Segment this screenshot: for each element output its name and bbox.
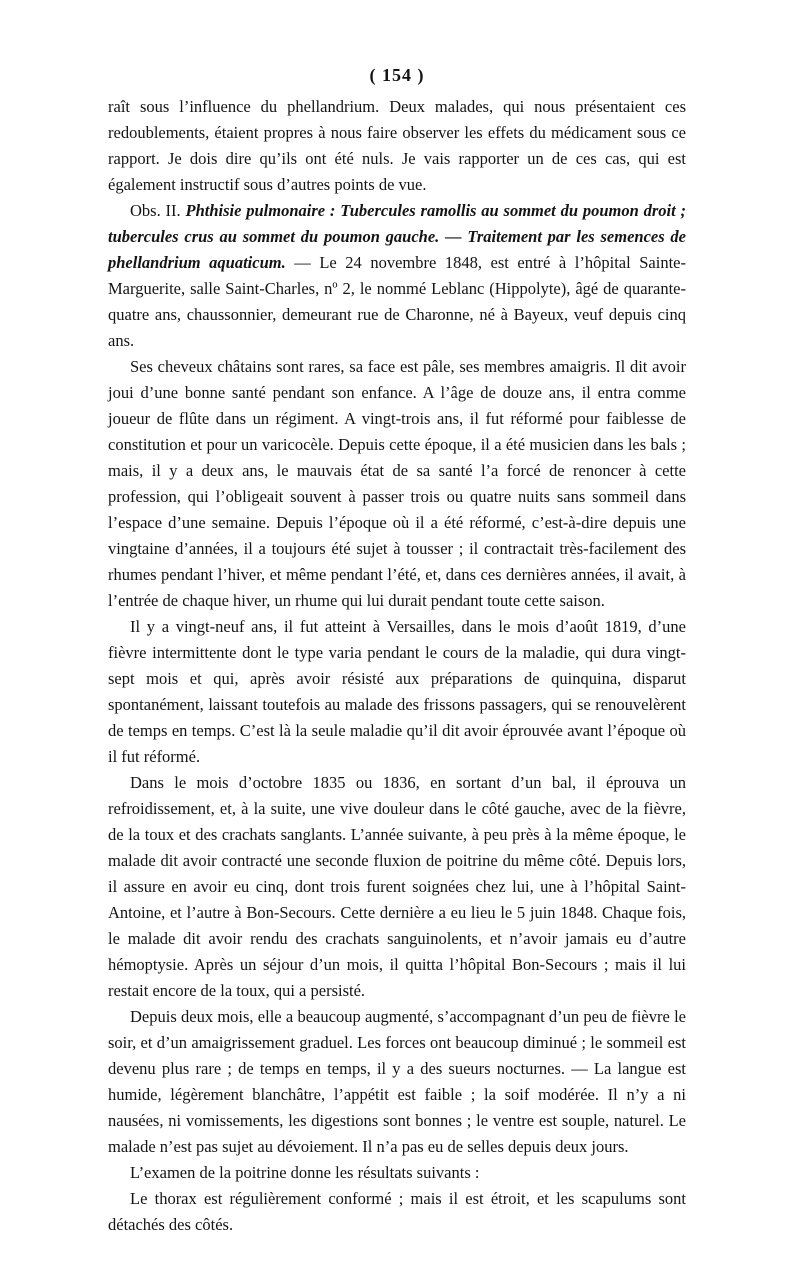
paragraph-exam-intro: L’examen de la poitrine donne les résultats suivants : [130, 1163, 480, 1182]
page-text [108, 62, 686, 1238]
paragraph-thorax: Le thorax est régulièrement conformé ; mais il est étroit, et les scapulums sont détachés des côtés. [108, 1189, 686, 1234]
observation-title: Phthisie pulmonaire : Tubercules ramollis au sommet du poumon droit ; tubercules crus au sommet du poumon gauche. — Traitement par les semences de phellandrium aquaticum. [108, 201, 687, 272]
paragraph-fever: Il y a vingt-neuf ans, il fut atteint à Versailles, dans le mois d’août 1819, d’une fièvre intermittente dont le type varia pendant le cours de la maladie, qui dura vingt-sept mois et qui, après avoir résisté aux préparations de quinquina, disparut spontanément, laissant toutefois au malade des frissons passagers, qui se renouvelèrent de temps en temps. C’est là la seule maladie qu’il dit avoir éprouvée avant l’époque où il fut réformé. [108, 617, 686, 766]
page-number: ( 154 ) [369, 65, 425, 85]
observation-paragraph [108, 198, 686, 354]
observation-text: — Le 24 novembre 1848, est entré à l’hôpital Sainte-Marguerite, salle Saint-Charles, nº 2, le nommé Leblanc (Hippolyte), âgé de quarante-quatre ans, chaussonnier, demeurant rue de Charonne, né à Bayeux, veuf depuis cinq ans. [108, 253, 686, 350]
paragraph-continuation: raît sous l’influence du phellandrium. Deux malades, qui nous présentaient ces redoublements, étaient propres à nous faire observer les effets du médicament sous ce rapport. Je dois dire qu’ils ont été nuls. Je vais rapporter un de ces cas, qui est également instructif sous d’autres points de vue. [108, 97, 686, 194]
paragraph-current-state: Depuis deux mois, elle a beaucoup augmenté, s’accompagnant d’un peu de fièvre le soir, et d’un amaigrissement graduel. Les forces ont beaucoup diminué ; le sommeil est devenu plus rare ; de temps en temps, il y a des sueurs nocturnes. — La langue est humide, légèrement blanchâtre, l’appétit est faible ; la soif modérée. Il n’y a ni nausées, ni vomissements, les digestions sont bonnes ; le ventre est souple, naturel. Le malade n’est pas sujet au dévoiement. Il n’a pas eu de selles depuis deux jours. [108, 1007, 686, 1156]
paragraph-chest-illness: Dans le mois d’octobre 1835 ou 1836, en sortant d’un bal, il éprouva un refroidissement, et, à la suite, une vive douleur dans le côté gauche, avec de la fièvre, de la toux et des crachats sanglants. L’année suivante, à peu près à la même époque, le malade dit avoir contracté une seconde fluxion de poitrine du même côté. Depuis lors, il assure en avoir eu cinq, dont trois furent soignées chez lui, une à l’hôpital Saint-Antoine, et l’autre à Bon-Secours. Cette dernière a eu lieu le 5 juin 1848. Chaque fois, le malade dit avoir rendu des crachats sanguinolents, et n’avoir jamais eu d’autre hémoptysie. Après un séjour d’un mois, il quitta l’hôpital Bon-Secours ; mais il lui restait encore de la toux, qui a persisté. [108, 773, 686, 1000]
observation-label: Obs. II. [130, 201, 181, 220]
paragraph-history: Ses cheveux châtains sont rares, sa face est pâle, ses membres amaigris. Il dit avoir joui d’une bonne santé pendant son enfance. A l’âge de douze ans, il entra comme joueur de flûte dans un régiment. A vingt-trois ans, il fut réformé pour faiblesse de constitution et pour un varicocèle. Depuis cette époque, il a été musicien dans les bals ; mais, il y a deux ans, le mauvais état de sa santé l’a forcé de renoncer à cette profession, qui l’obligeait souvent à passer trois ou quatre nuits sans sommeil dans l’espace d’une semaine. Depuis l’époque où il a été réformé, c’est-à-dire depuis une vingtaine d’années, il a toujours été sujet à tousser ; il contractait très-facilement des rhumes pendant l’hiver, et même pendant l’été, et, dans ces dernières années, il avait, à l’entrée de chaque hiver, un rhume qui lui durait pendant toute cette saison. [108, 357, 686, 610]
